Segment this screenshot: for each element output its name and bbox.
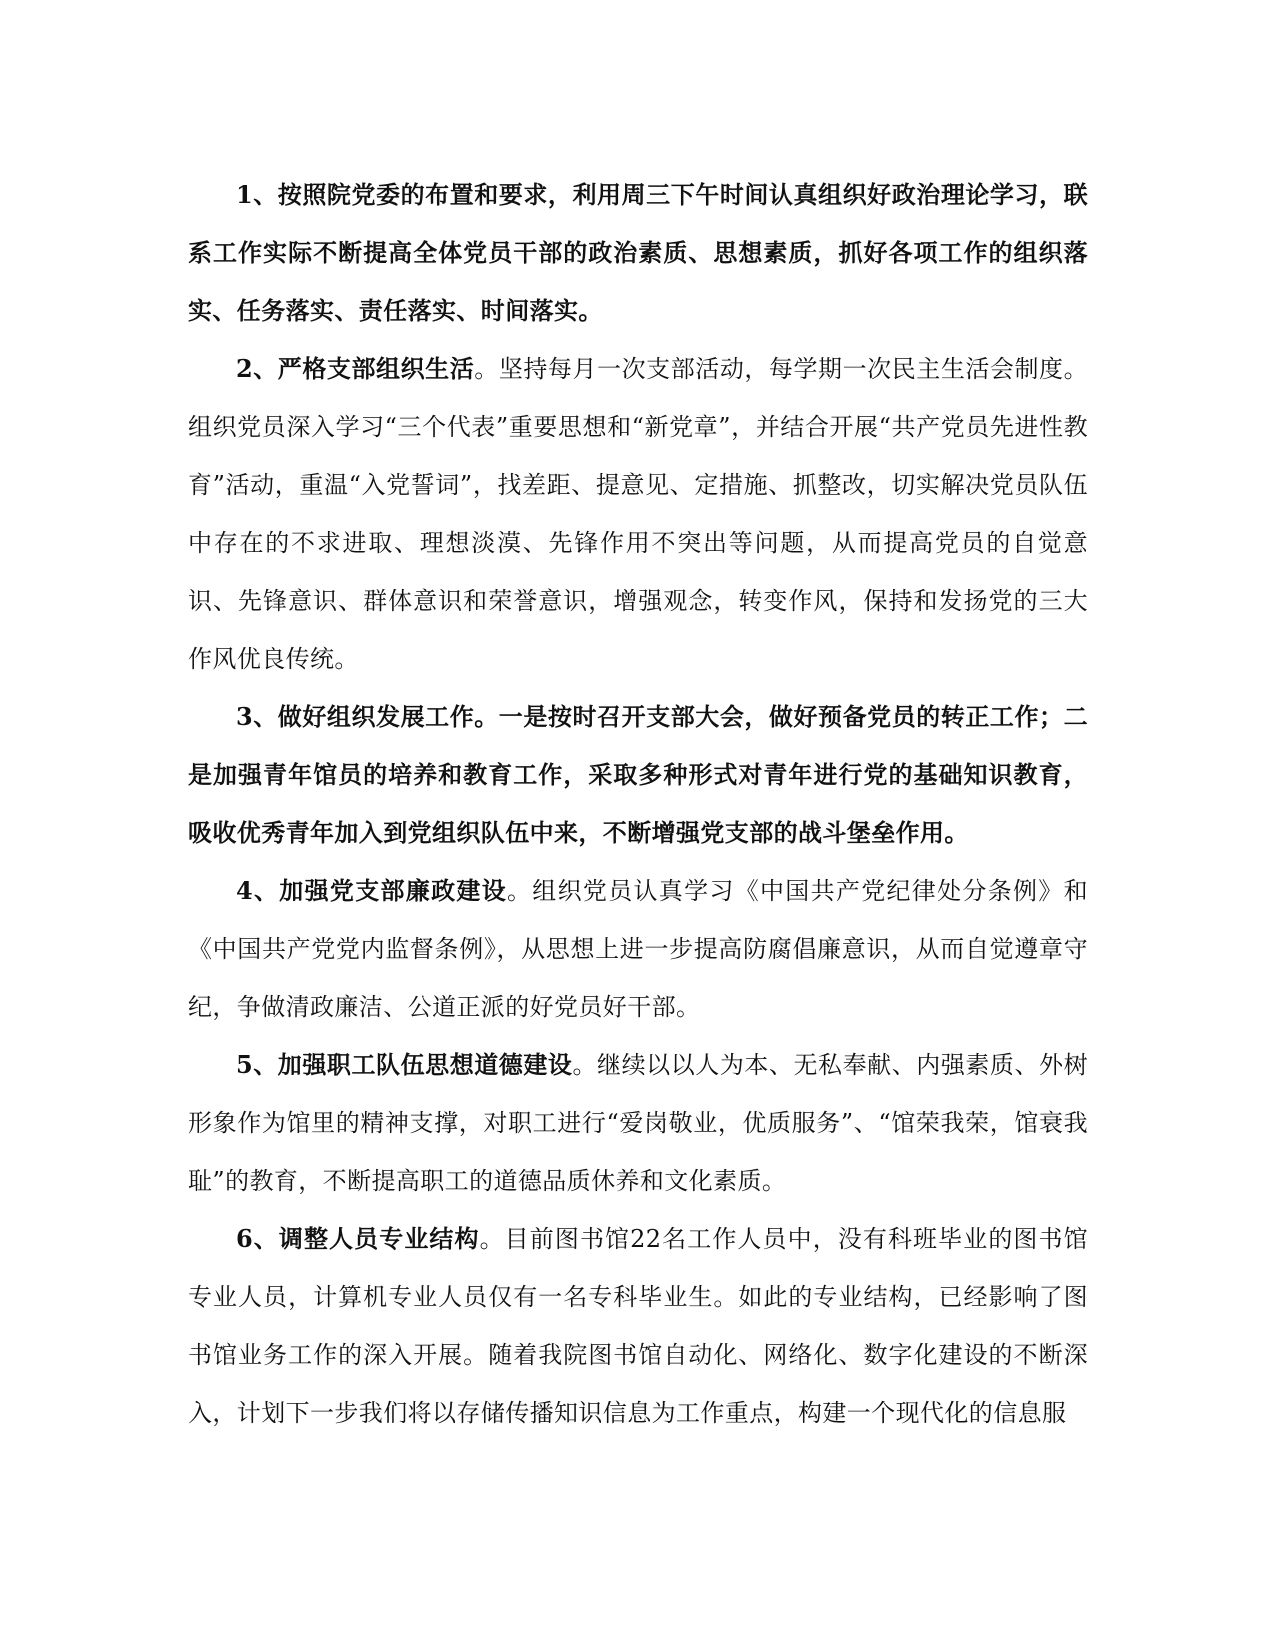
paragraph-3-text: 3、做好组织发展工作。一是按时召开支部大会，做好预备党员的转正工作；二是加强青年馆员的培养和教育工作，采取多种形式对青年进行党的基础知识教育，吸收优秀青年加入到党组织队伍中来，不断增强党支部的战斗堡垒作用。 [188,702,1088,847]
paragraph-3 [188,688,1088,862]
paragraph-5-text: 。继续以以人为本、无私奉献、内强素质、外树形象作为馆里的精神支撑，对职工进行“爱岗敬业，优质服务”、“馆荣我荣，馆衰我耻”的教育，不断提高职工的道德品质休养和文化素质。 [188,1051,1088,1195]
paragraph-6-heading: 6、调整人员专业结构 [236,1224,480,1253]
paragraph-5-heading: 5、加强职工队伍思想道德建设 [236,1050,573,1079]
paragraph-1 [188,166,1088,340]
paragraph-2-heading: 2、严格支部组织生活 [236,354,475,383]
paragraph-2 [188,340,1088,688]
paragraph-2-text: 。坚持每月一次支部活动，每学期一次民主生活会制度。组织党员深入学习“三个代表”重要思想和“新党章”，并结合开展“共产党员先进性教育”活动，重温“入党誓词”，找差距、提意见、定措施、抓整改，切实解决党员队伍中存在的不求进取、理想淡漠、先锋作用不突出等问题，从而提高党员的自觉意识、先锋意识、群体意识和荣誉意识，增强观念，转变作风，保持和发扬党的三大作风优良传统。 [188,355,1089,673]
paragraph-4 [188,862,1088,1036]
paragraph-5 [188,1036,1088,1210]
paragraph-4-text: 。组织党员认真学习《中国共产党纪律处分条例》和《中国共产党党内监督条例》，从思想上进一步提高防腐倡廉意识，从而自觉遵章守纪，争做清政廉洁、公道正派的好党员好干部。 [188,877,1088,1021]
paragraph-1-text: 1、按照院党委的布置和要求，利用周三下午时间认真组织好政治理论学习，联系工作实际不断提高全体党员干部的政治素质、思想素质，抓好各项工作的组织落实、任务落实、责任落实、时间落实。 [188,180,1088,325]
paragraph-6 [188,1210,1088,1442]
paragraph-6-text: 。目前图书馆22名工作人员中，没有科班毕业的图书馆专业人员，计算机专业人员仅有一名专科毕业生。如此的专业结构，已经影响了图书馆业务工作的深入开展。随着我院图书馆自动化、网络化、数字化建设的不断深入，计划下一步我们将以存储传播知识信息为工作重点，构建一个现代化的信息服 [188,1225,1088,1427]
paragraph-4-heading: 4、加强党支部廉政建设 [236,876,507,905]
document-body [188,166,1088,1442]
